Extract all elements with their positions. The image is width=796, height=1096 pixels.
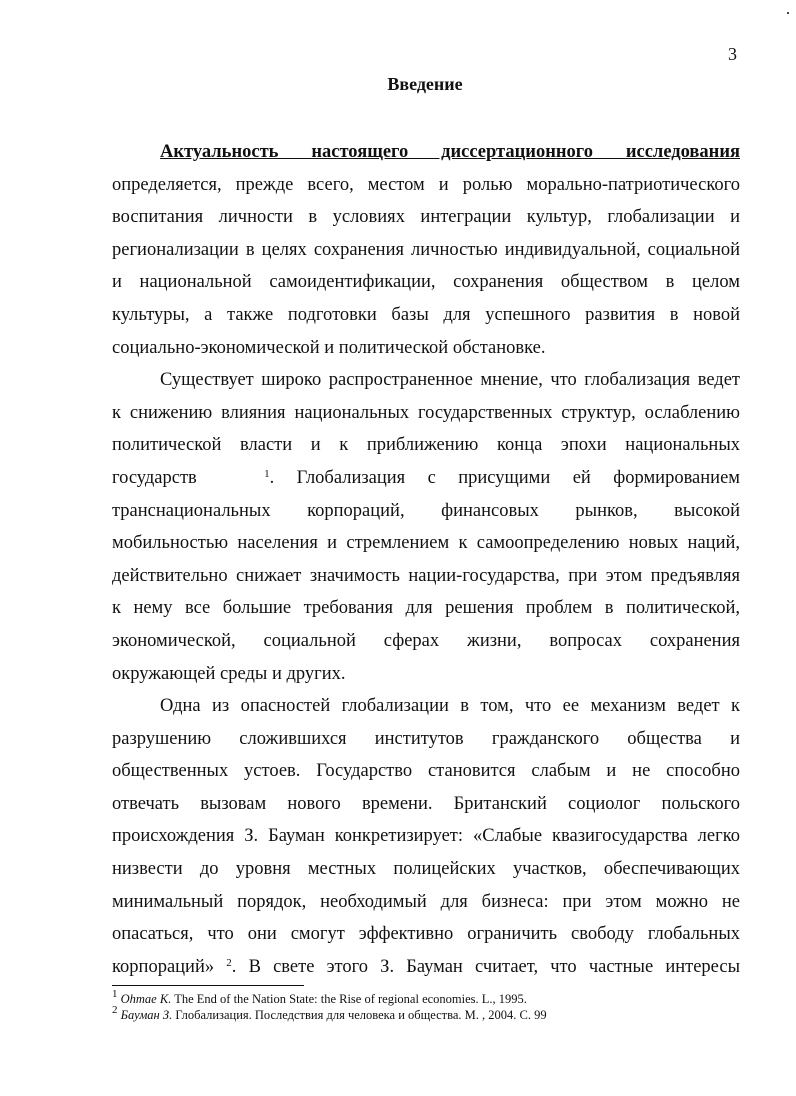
text-line: к нему все большие требования для решения проблем в политической,: [112, 598, 740, 619]
text-line: определяется, прежде всего, местом и ролью морально-патриотического: [112, 174, 740, 195]
footnote-text: The End of the Nation State: the Rise of regional economies. L., 1995.: [171, 992, 527, 1006]
text-line: политической власти и к приближению конца эпохи национальных: [112, 435, 740, 456]
text-line: [112, 951, 740, 984]
footnote-author: Бауман З.: [120, 1008, 173, 1022]
footnote-text: Глобализация. Последствия для человека и общества. М. , 2004. С. 99: [172, 1008, 547, 1022]
text-line: регионализации в целях сохранения личностью индивидуальной, социальной: [112, 239, 740, 260]
footnote-ref-1: 1: [264, 467, 270, 480]
text-line: разрушению сложившихся институтов гражданского общества и: [112, 728, 740, 749]
text-fragment: корпораций»: [112, 956, 215, 977]
footnote-1: [112, 988, 527, 1007]
footnote-author: Ohmae K.: [120, 992, 172, 1006]
relevance-heading: Актуальность настоящего диссертационного исследования: [160, 142, 740, 162]
text-line: Одна из опасностей глобализации в том, что ее механизм ведет к: [160, 696, 740, 717]
text-line: воспитания личности в условиях интеграции культур, глобализации и: [112, 207, 740, 228]
footnote-number: 2: [112, 1004, 118, 1016]
text-line: к снижению влияния национальных государственных структур, ослаблению: [112, 402, 740, 423]
text-fragment: . Глобализация с присущими ей формированием: [269, 467, 740, 488]
text-line: низвести до уровня местных полицейских участков, обеспечивающих: [112, 859, 740, 880]
paragraph-globalization: [112, 364, 740, 690]
text-line: культуры, а также подготовки базы для успешного развития в новой: [112, 304, 740, 325]
text-line: экономической, социальной сферах жизни, вопросах сохранения: [112, 630, 740, 651]
footnote-ref-2: 2: [226, 956, 232, 969]
text-line: окружающей среды и других.: [112, 663, 346, 684]
text-line: происхождения З. Бауман конкретизирует: «Слабые квазигосударства легко: [112, 826, 740, 847]
page-number: 3: [728, 44, 737, 64]
text-line: мобильностью населения и стремлением к самоопределению новых наций,: [112, 533, 740, 554]
footnote-number: 1: [112, 988, 118, 1000]
text-line: [112, 462, 740, 495]
text-line: действительно снижает значимость нации-государства, при этом предъявляя: [112, 565, 740, 586]
text-fragment: . В свете этого З. Бауман считает, что частные интересы: [231, 956, 740, 977]
footnote-2: [112, 1004, 547, 1023]
text-line: опасаться, что они смогут эффективно ограничить свободу глобальных: [112, 924, 740, 945]
text-line: минимальный порядок, необходимый для бизнеса: при этом можно не: [112, 891, 740, 912]
paragraph-relevance: [112, 136, 740, 364]
section-title: Введение: [387, 74, 463, 94]
text-line: и национальной самоидентификации, сохранения обществом в целом: [112, 272, 740, 293]
text-line: транснациональных корпораций, финансовых рынков, высокой: [112, 500, 740, 521]
footnote-divider: [112, 985, 304, 986]
scan-speck: [787, 12, 789, 14]
paragraph-dangers: [112, 690, 740, 983]
text-line: общественных устоев. Государство становится слабым и не способно: [112, 761, 740, 782]
text-line: отвечать вызовам нового времени. Британский социолог польского: [112, 793, 740, 814]
document-body: [112, 136, 740, 983]
text-line: Существует широко распространенное мнение, что глобализация ведет: [160, 370, 740, 391]
text-fragment: государств: [112, 467, 197, 488]
text-line: социально-экономической и политической обстановке.: [112, 337, 546, 358]
